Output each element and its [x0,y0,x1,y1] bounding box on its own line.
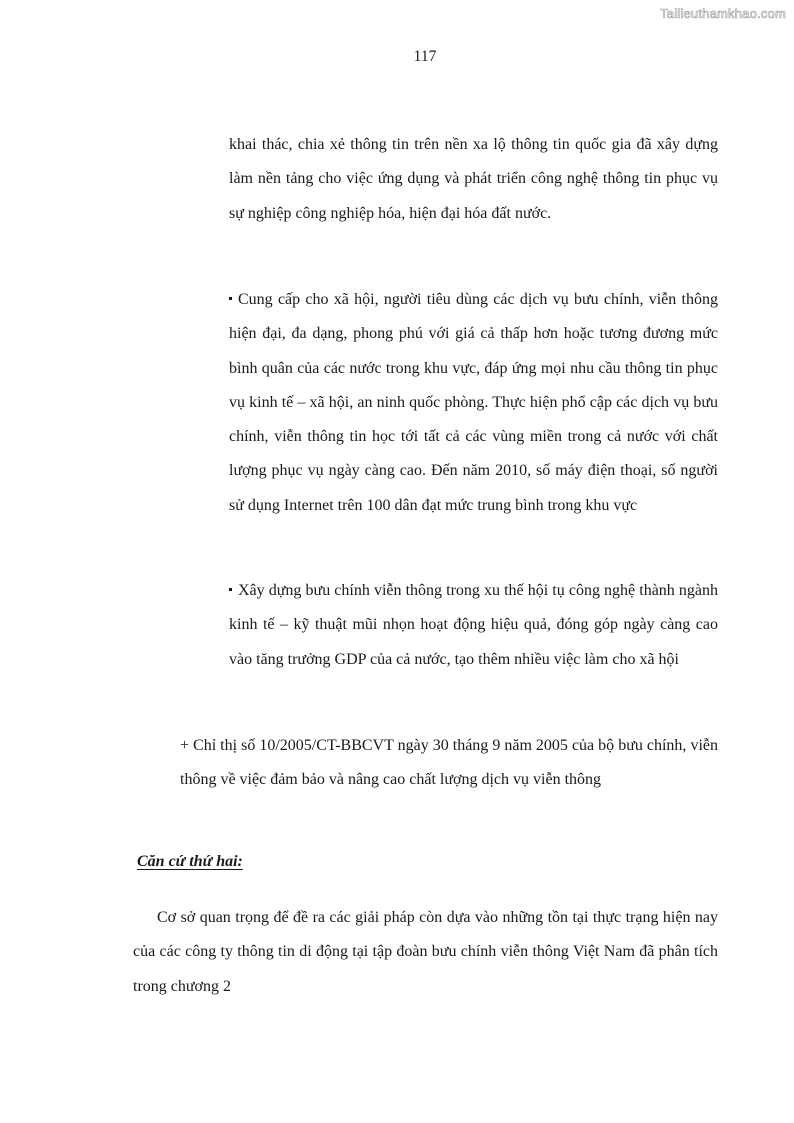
body-paragraph-text: Cơ sở quan trọng để đề ra các giải pháp còn dựa vào những tồn tại thực trạng hiện nay của các công ty thông tin di động tại tập đoàn bưu chính viễn thông Việt Nam đã phân tích trong chương 2 [133,909,718,995]
bullet-icon [229,588,232,591]
bullet-paragraph-convergence [229,574,718,677]
directive-paragraph: + Chỉ thị số 10/2005/CT-BBCVT ngày 30 tháng 9 năm 2005 của bộ bưu chính, viễn thông về việc đảm bảo và nâng cao chất lượng dịch vụ viễn thông [180,737,718,789]
bullet-paragraph-services-text: Cung cấp cho xã hội, người tiêu dùng các dịch vụ bưu chính, viễn thông hiện đại, đa dạng, phong phú với giá cả thấp hơn hoặc tương đương mức bình quân của các nước trong khu vực, đáp ứng mọi nhu cầu thông tin phục vụ kinh tế – xã hội, an ninh quốc phòng. Thực hiện phổ cập các dịch vụ bưu chính, viễn thông tin học tới tất cả các vùng miền trong cả nước với chất lượng phục vụ ngày càng cao. Đến năm 2010, số máy điện thoại, số người sử dụng Internet trên 100 dân đạt mức trung bình trong khu vực [229,291,718,514]
watermark: Tailieuthamkhao.com [660,6,786,21]
paragraph-continuation: khai thác, chia xẻ thông tin trên nền xa lộ thông tin quốc gia đã xây dựng làm nền tảng cho việc ứng dụng và phát triển công nghệ thông tin phục vụ sự nghiệp công nghiệp hóa, hiện đại hóa đất nước. [229,136,718,222]
page-number: 117 [413,48,437,65]
bullet-paragraph-services [229,283,718,523]
section-heading: Căn cứ thứ hai: [137,853,243,870]
body-paragraph [133,901,718,1004]
bullet-paragraph-convergence-text: Xây dựng bưu chính viễn thông trong xu thế hội tụ công nghệ thành ngành kinh tế – kỹ thuật mũi nhọn hoạt động hiệu quả, đóng góp ngày càng cao vào tăng trưởng GDP của cả nước, tạo thêm nhiều việc làm cho xã hội [229,582,718,668]
bullet-icon [229,297,232,300]
